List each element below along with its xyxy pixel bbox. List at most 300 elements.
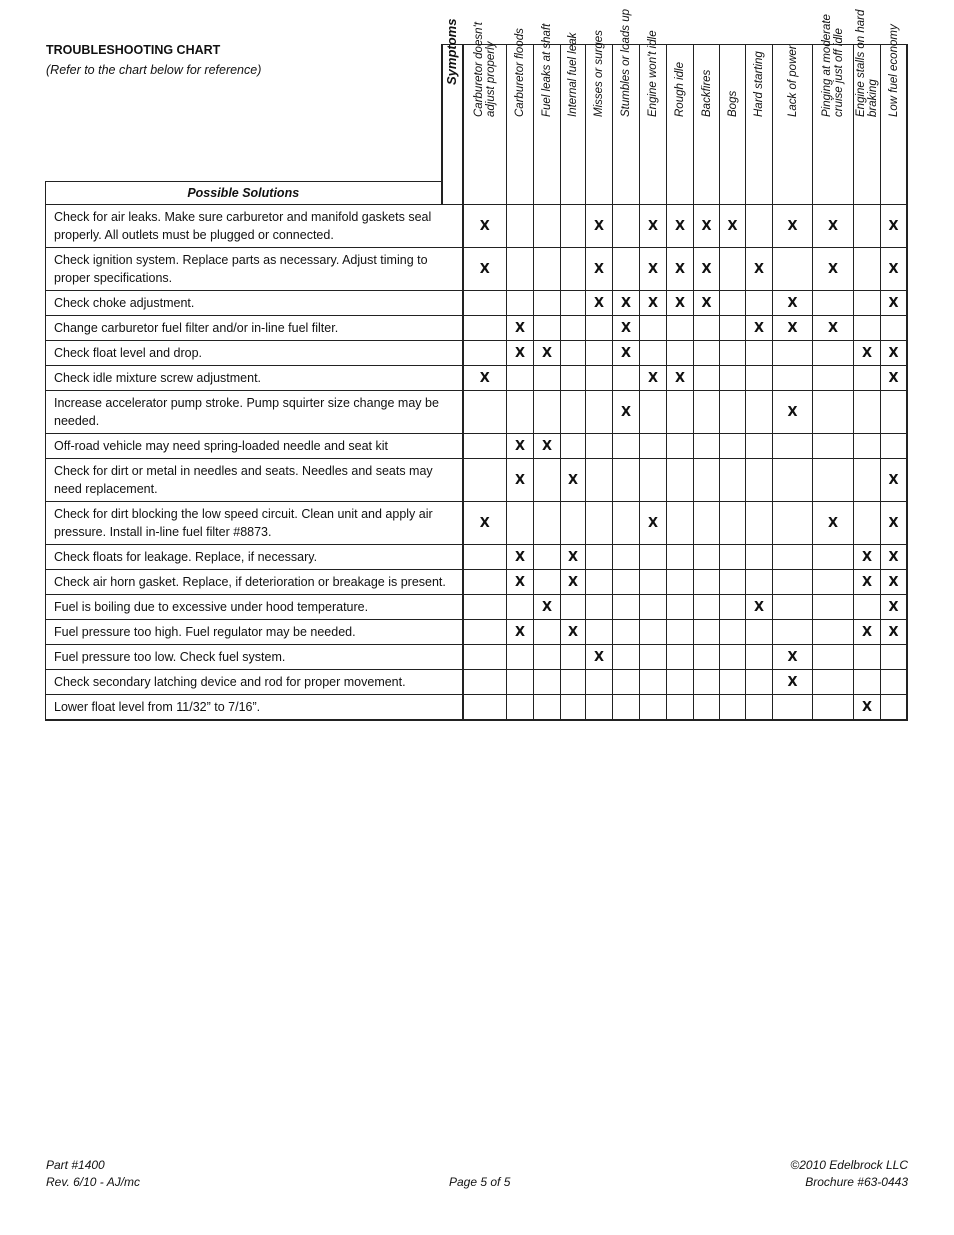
empty-mark-cell bbox=[720, 341, 746, 366]
x-mark: X bbox=[854, 341, 881, 366]
empty-mark-cell bbox=[613, 670, 640, 695]
empty-mark-cell bbox=[813, 645, 854, 670]
symptom-label bbox=[888, 24, 900, 117]
empty-mark-cell bbox=[561, 670, 586, 695]
empty-mark-cell bbox=[613, 695, 640, 721]
symptom-column-header bbox=[720, 45, 746, 205]
empty-mark-cell bbox=[773, 570, 813, 595]
empty-mark-cell bbox=[463, 434, 507, 459]
empty-mark-cell bbox=[813, 620, 854, 645]
x-mark: X bbox=[586, 248, 613, 291]
solution-cell: Fuel is boiling due to excessive under hood temperature. bbox=[46, 595, 463, 620]
empty-mark-cell bbox=[667, 670, 694, 695]
empty-mark-cell bbox=[463, 695, 507, 721]
x-mark: X bbox=[463, 502, 507, 545]
x-mark: X bbox=[773, 391, 813, 434]
footer-left bbox=[46, 1157, 140, 1191]
symptom-label-line: Rough idle bbox=[674, 61, 686, 117]
empty-mark-cell bbox=[746, 670, 773, 695]
x-mark: X bbox=[854, 545, 881, 570]
empty-mark-cell bbox=[813, 595, 854, 620]
empty-mark-cell bbox=[640, 695, 667, 721]
empty-mark-cell bbox=[720, 502, 746, 545]
x-mark: X bbox=[773, 645, 813, 670]
empty-mark-cell bbox=[507, 248, 534, 291]
x-mark: X bbox=[773, 291, 813, 316]
table-row bbox=[46, 366, 908, 391]
solution-cell: Check air horn gasket. Replace, if deterioration or breakage is present. bbox=[46, 570, 463, 595]
symptom-label-line: Carburetor floods bbox=[514, 27, 526, 117]
empty-mark-cell bbox=[613, 545, 640, 570]
empty-mark-cell bbox=[463, 391, 507, 434]
symptom-label-line: Engine stalls on hard bbox=[855, 9, 867, 117]
table-row bbox=[46, 670, 908, 695]
solution-cell: Check secondary latching device and rod for proper movement. bbox=[46, 670, 463, 695]
x-mark: X bbox=[561, 620, 586, 645]
table-row bbox=[46, 291, 908, 316]
empty-mark-cell bbox=[613, 595, 640, 620]
symptom-label bbox=[541, 23, 553, 116]
revision: Rev. 6/10 - AJ/mc bbox=[46, 1175, 141, 1189]
empty-mark-cell bbox=[694, 570, 720, 595]
empty-mark-cell bbox=[507, 670, 534, 695]
empty-mark-cell bbox=[746, 645, 773, 670]
empty-mark-cell bbox=[534, 545, 561, 570]
empty-mark-cell bbox=[813, 291, 854, 316]
x-mark: X bbox=[640, 248, 667, 291]
x-mark: X bbox=[881, 459, 908, 502]
x-mark: X bbox=[507, 545, 534, 570]
empty-mark-cell bbox=[463, 545, 507, 570]
table-row bbox=[46, 695, 908, 721]
empty-mark-cell bbox=[534, 695, 561, 721]
symptom-label-line: braking bbox=[867, 78, 879, 117]
empty-mark-cell bbox=[640, 670, 667, 695]
symptom-column-header bbox=[773, 45, 813, 205]
empty-mark-cell bbox=[720, 645, 746, 670]
empty-mark-cell bbox=[746, 434, 773, 459]
x-mark: X bbox=[881, 341, 908, 366]
empty-mark-cell bbox=[881, 670, 908, 695]
empty-mark-cell bbox=[720, 434, 746, 459]
empty-mark-cell bbox=[613, 366, 640, 391]
empty-mark-cell bbox=[773, 695, 813, 721]
symptom-column-header bbox=[694, 45, 720, 205]
x-mark: X bbox=[534, 434, 561, 459]
x-mark: X bbox=[534, 341, 561, 366]
empty-mark-cell bbox=[667, 595, 694, 620]
empty-mark-cell bbox=[746, 570, 773, 595]
empty-mark-cell bbox=[534, 366, 561, 391]
empty-mark-cell bbox=[746, 502, 773, 545]
x-mark: X bbox=[561, 570, 586, 595]
x-mark: X bbox=[507, 459, 534, 502]
symptom-label-line: Carburetor doesn't bbox=[472, 21, 485, 117]
empty-mark-cell bbox=[534, 645, 561, 670]
empty-mark-cell bbox=[694, 366, 720, 391]
empty-mark-cell bbox=[813, 391, 854, 434]
footer-right bbox=[790, 1157, 908, 1191]
empty-mark-cell bbox=[463, 316, 507, 341]
empty-mark-cell bbox=[534, 459, 561, 502]
table-row bbox=[46, 645, 908, 670]
table-row bbox=[46, 316, 908, 341]
symptom-label-line: Pinging at moderate bbox=[821, 13, 833, 117]
empty-mark-cell bbox=[746, 205, 773, 248]
empty-mark-cell bbox=[463, 570, 507, 595]
table-row bbox=[46, 341, 908, 366]
solution-cell: Fuel pressure too high. Fuel regulator may be needed. bbox=[46, 620, 463, 645]
empty-mark-cell bbox=[854, 391, 881, 434]
chart-reference-note: (Refer to the chart below for reference) bbox=[46, 63, 262, 77]
empty-mark-cell bbox=[881, 316, 908, 341]
x-mark: X bbox=[640, 502, 667, 545]
symptom-label-line: adjust properly bbox=[484, 41, 497, 117]
page-number: Page 5 of 5 bbox=[449, 1175, 511, 1189]
brochure-number: Brochure #63-0443 bbox=[805, 1175, 908, 1189]
empty-mark-cell bbox=[746, 620, 773, 645]
empty-mark-cell bbox=[881, 434, 908, 459]
empty-mark-cell bbox=[694, 545, 720, 570]
empty-mark-cell bbox=[507, 695, 534, 721]
empty-mark-cell bbox=[507, 366, 534, 391]
x-mark: X bbox=[881, 545, 908, 570]
x-mark: X bbox=[613, 391, 640, 434]
x-mark: X bbox=[813, 502, 854, 545]
x-mark: X bbox=[746, 316, 773, 341]
x-mark: X bbox=[881, 291, 908, 316]
empty-mark-cell bbox=[813, 695, 854, 721]
empty-mark-cell bbox=[773, 434, 813, 459]
empty-mark-cell bbox=[561, 645, 586, 670]
table-row bbox=[46, 434, 908, 459]
x-mark: X bbox=[881, 570, 908, 595]
x-mark: X bbox=[586, 205, 613, 248]
empty-mark-cell bbox=[694, 645, 720, 670]
empty-mark-cell bbox=[746, 695, 773, 721]
x-mark: X bbox=[746, 595, 773, 620]
empty-mark-cell bbox=[613, 502, 640, 545]
solution-cell: Check for dirt or metal in needles and seats. Needles and seats may need replacement. bbox=[46, 459, 463, 502]
empty-mark-cell bbox=[694, 391, 720, 434]
empty-mark-cell bbox=[746, 341, 773, 366]
empty-mark-cell bbox=[694, 620, 720, 645]
empty-mark-cell bbox=[463, 595, 507, 620]
empty-mark-cell bbox=[694, 595, 720, 620]
empty-mark-cell bbox=[773, 545, 813, 570]
symptom-label-line: Lack of power bbox=[786, 44, 799, 117]
empty-mark-cell bbox=[463, 645, 507, 670]
solution-cell: Check choke adjustment. bbox=[46, 291, 463, 316]
empty-mark-cell bbox=[773, 366, 813, 391]
x-mark: X bbox=[613, 316, 640, 341]
empty-mark-cell bbox=[613, 434, 640, 459]
empty-mark-cell bbox=[561, 341, 586, 366]
empty-mark-cell bbox=[640, 620, 667, 645]
empty-mark-cell bbox=[534, 570, 561, 595]
empty-mark-cell bbox=[813, 545, 854, 570]
empty-mark-cell bbox=[667, 434, 694, 459]
x-mark: X bbox=[813, 205, 854, 248]
symptom-label-line: Internal fuel leak bbox=[567, 32, 579, 117]
x-mark: X bbox=[507, 341, 534, 366]
x-mark: X bbox=[773, 316, 813, 341]
empty-mark-cell bbox=[640, 545, 667, 570]
solution-cell: Change carburetor fuel filter and/or in-line fuel filter. bbox=[46, 316, 463, 341]
x-mark: X bbox=[667, 291, 694, 316]
symptom-label bbox=[701, 69, 713, 116]
empty-mark-cell bbox=[640, 459, 667, 502]
empty-mark-cell bbox=[534, 291, 561, 316]
empty-mark-cell bbox=[613, 620, 640, 645]
empty-mark-cell bbox=[640, 341, 667, 366]
x-mark: X bbox=[586, 645, 613, 670]
empty-mark-cell bbox=[463, 341, 507, 366]
empty-mark-cell bbox=[720, 595, 746, 620]
symptoms-label-cell bbox=[442, 18, 463, 205]
title-area bbox=[46, 45, 442, 182]
empty-mark-cell bbox=[773, 248, 813, 291]
empty-mark-cell bbox=[694, 316, 720, 341]
symptom-column-header bbox=[881, 23, 908, 205]
x-mark: X bbox=[667, 205, 694, 248]
empty-mark-cell bbox=[507, 502, 534, 545]
symptom-label bbox=[787, 45, 799, 117]
table-row bbox=[46, 620, 908, 645]
symptom-column-header bbox=[534, 23, 561, 205]
empty-mark-cell bbox=[854, 670, 881, 695]
table-row bbox=[46, 545, 908, 570]
x-mark: X bbox=[813, 316, 854, 341]
x-mark: X bbox=[881, 205, 908, 248]
empty-mark-cell bbox=[534, 502, 561, 545]
empty-mark-cell bbox=[720, 459, 746, 502]
empty-mark-cell bbox=[534, 670, 561, 695]
solution-cell: Increase accelerator pump stroke. Pump squirter size change may be needed. bbox=[46, 391, 463, 434]
table-row bbox=[46, 595, 908, 620]
symptom-column-header bbox=[746, 45, 773, 205]
table-row bbox=[46, 502, 908, 545]
x-mark: X bbox=[881, 595, 908, 620]
empty-mark-cell bbox=[720, 248, 746, 291]
symptom-column-header bbox=[586, 29, 613, 205]
empty-mark-cell bbox=[854, 645, 881, 670]
empty-mark-cell bbox=[561, 434, 586, 459]
symptom-label bbox=[620, 8, 632, 116]
empty-mark-cell bbox=[667, 545, 694, 570]
empty-mark-cell bbox=[640, 570, 667, 595]
empty-mark-cell bbox=[561, 291, 586, 316]
empty-mark-cell bbox=[586, 620, 613, 645]
empty-mark-cell bbox=[720, 391, 746, 434]
empty-mark-cell bbox=[507, 291, 534, 316]
empty-mark-cell bbox=[561, 366, 586, 391]
empty-mark-cell bbox=[507, 391, 534, 434]
x-mark: X bbox=[534, 595, 561, 620]
x-mark: X bbox=[854, 620, 881, 645]
empty-mark-cell bbox=[640, 645, 667, 670]
symptoms-label: Symptoms bbox=[444, 18, 459, 85]
symptom-label-line: Low fuel economy bbox=[887, 23, 900, 117]
empty-mark-cell bbox=[586, 695, 613, 721]
symptom-label-line: cruise just off idle bbox=[833, 27, 845, 117]
x-mark: X bbox=[813, 248, 854, 291]
symptom-label-line: Hard starting bbox=[753, 50, 765, 117]
symptom-column-header bbox=[667, 45, 694, 205]
empty-mark-cell bbox=[613, 248, 640, 291]
empty-mark-cell bbox=[694, 434, 720, 459]
empty-mark-cell bbox=[640, 316, 667, 341]
empty-mark-cell bbox=[694, 695, 720, 721]
empty-mark-cell bbox=[561, 595, 586, 620]
x-mark: X bbox=[667, 366, 694, 391]
symptom-label bbox=[567, 32, 579, 116]
empty-mark-cell bbox=[640, 391, 667, 434]
symptom-label-line: Misses or surges bbox=[593, 29, 605, 117]
empty-mark-cell bbox=[667, 391, 694, 434]
x-mark: X bbox=[773, 205, 813, 248]
empty-mark-cell bbox=[586, 570, 613, 595]
empty-mark-cell bbox=[746, 366, 773, 391]
x-mark: X bbox=[561, 459, 586, 502]
empty-mark-cell bbox=[854, 316, 881, 341]
empty-mark-cell bbox=[534, 316, 561, 341]
symptom-label bbox=[855, 9, 879, 116]
x-mark: X bbox=[613, 291, 640, 316]
empty-mark-cell bbox=[854, 502, 881, 545]
empty-mark-cell bbox=[667, 459, 694, 502]
symptom-label-line: Bogs bbox=[726, 90, 739, 117]
empty-mark-cell bbox=[613, 570, 640, 595]
symptom-label-line: Stumbles or loads up bbox=[620, 8, 632, 117]
symptom-label bbox=[514, 28, 526, 117]
empty-mark-cell bbox=[813, 341, 854, 366]
empty-mark-cell bbox=[586, 502, 613, 545]
x-mark: X bbox=[507, 570, 534, 595]
symptom-header-row bbox=[46, 45, 908, 182]
empty-mark-cell bbox=[613, 645, 640, 670]
empty-mark-cell bbox=[694, 341, 720, 366]
symptom-label bbox=[727, 90, 739, 116]
empty-mark-cell bbox=[854, 434, 881, 459]
empty-mark-cell bbox=[667, 695, 694, 721]
empty-mark-cell bbox=[773, 620, 813, 645]
empty-mark-cell bbox=[854, 366, 881, 391]
empty-mark-cell bbox=[773, 459, 813, 502]
empty-mark-cell bbox=[667, 341, 694, 366]
x-mark: X bbox=[586, 291, 613, 316]
x-mark: X bbox=[463, 205, 507, 248]
table-row bbox=[46, 205, 908, 248]
symptom-column-header bbox=[813, 13, 854, 205]
empty-mark-cell bbox=[534, 248, 561, 291]
possible-solutions-header: Possible Solutions bbox=[46, 182, 442, 205]
empty-mark-cell bbox=[667, 570, 694, 595]
symptom-column-header bbox=[463, 21, 507, 205]
solution-cell: Check for air leaks. Make sure carburetor and manifold gaskets seal properly. All outlets must be plugged or connected. bbox=[46, 205, 463, 248]
x-mark: X bbox=[667, 248, 694, 291]
empty-mark-cell bbox=[854, 595, 881, 620]
part-number: Part #1400 bbox=[46, 1158, 105, 1172]
chart-title: TROUBLESHOOTING CHART bbox=[46, 43, 221, 57]
x-mark: X bbox=[507, 620, 534, 645]
table-row bbox=[46, 570, 908, 595]
empty-mark-cell bbox=[694, 459, 720, 502]
empty-mark-cell bbox=[586, 459, 613, 502]
empty-mark-cell bbox=[854, 248, 881, 291]
troubleshooting-table bbox=[45, 8, 908, 721]
empty-mark-cell bbox=[694, 502, 720, 545]
empty-mark-cell bbox=[813, 459, 854, 502]
empty-mark-cell bbox=[667, 316, 694, 341]
solution-cell: Check ignition system. Replace parts as necessary. Adjust timing to proper specifications. bbox=[46, 248, 463, 291]
solution-cell: Check idle mixture screw adjustment. bbox=[46, 366, 463, 391]
empty-mark-cell bbox=[586, 341, 613, 366]
x-mark: X bbox=[854, 570, 881, 595]
x-mark: X bbox=[694, 205, 720, 248]
x-mark: X bbox=[507, 316, 534, 341]
x-mark: X bbox=[640, 291, 667, 316]
table-row bbox=[46, 459, 908, 502]
symptom-label bbox=[753, 51, 765, 117]
empty-mark-cell bbox=[746, 545, 773, 570]
table-row bbox=[46, 391, 908, 434]
empty-mark-cell bbox=[640, 595, 667, 620]
empty-mark-cell bbox=[854, 205, 881, 248]
empty-mark-cell bbox=[773, 595, 813, 620]
solution-cell: Fuel pressure too low. Check fuel system. bbox=[46, 645, 463, 670]
empty-mark-cell bbox=[613, 205, 640, 248]
empty-mark-cell bbox=[720, 695, 746, 721]
empty-mark-cell bbox=[586, 366, 613, 391]
empty-mark-cell bbox=[746, 291, 773, 316]
symptom-label-line: Engine won't idle bbox=[647, 29, 659, 117]
empty-mark-cell bbox=[586, 316, 613, 341]
solution-cell: Check float level and drop. bbox=[46, 341, 463, 366]
symptom-column-header bbox=[640, 29, 667, 205]
x-mark: X bbox=[694, 291, 720, 316]
empty-mark-cell bbox=[640, 434, 667, 459]
x-mark: X bbox=[507, 434, 534, 459]
empty-mark-cell bbox=[813, 366, 854, 391]
x-mark: X bbox=[881, 502, 908, 545]
symptom-column-header bbox=[507, 27, 534, 205]
empty-mark-cell bbox=[507, 645, 534, 670]
table-row bbox=[46, 248, 908, 291]
empty-mark-cell bbox=[854, 291, 881, 316]
empty-mark-cell bbox=[586, 391, 613, 434]
empty-mark-cell bbox=[813, 670, 854, 695]
empty-mark-cell bbox=[720, 545, 746, 570]
empty-mark-cell bbox=[534, 205, 561, 248]
solution-cell: Check for dirt blocking the low speed circuit. Clean unit and apply air pressure. Install in-line fuel filter #8873. bbox=[46, 502, 463, 545]
symptom-column-header bbox=[561, 32, 586, 205]
empty-mark-cell bbox=[813, 570, 854, 595]
x-mark: X bbox=[463, 366, 507, 391]
empty-mark-cell bbox=[507, 205, 534, 248]
empty-mark-cell bbox=[746, 459, 773, 502]
empty-mark-cell bbox=[561, 391, 586, 434]
empty-mark-cell bbox=[561, 248, 586, 291]
x-mark: X bbox=[854, 695, 881, 721]
x-mark: X bbox=[720, 205, 746, 248]
empty-mark-cell bbox=[561, 205, 586, 248]
empty-mark-cell bbox=[773, 502, 813, 545]
empty-mark-cell bbox=[586, 434, 613, 459]
empty-mark-cell bbox=[613, 459, 640, 502]
x-mark: X bbox=[881, 620, 908, 645]
empty-mark-cell bbox=[534, 391, 561, 434]
